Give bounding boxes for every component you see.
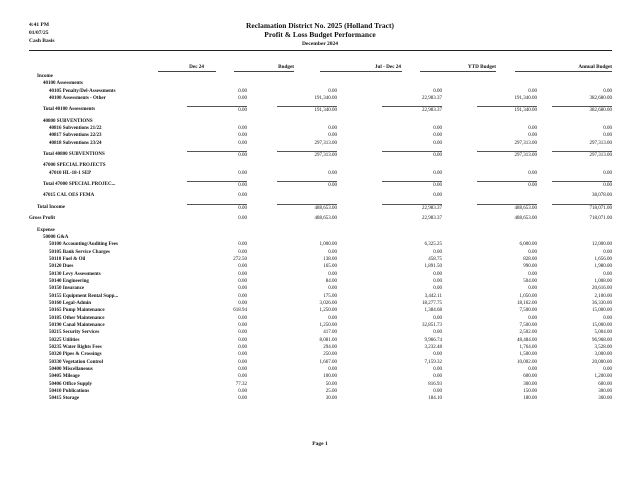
cell-value: 84.00 [325,278,337,284]
row-label: 40800 SUBVENTIONS [43,118,93,124]
cell-value: 1,500.00 [519,352,537,358]
cell-value: 360.00 [598,396,612,402]
cell-value: 816.93 [428,381,442,387]
total-row [29,204,612,211]
cell-value: 0.00 [528,315,537,321]
row-label: 50225 Utilities [49,337,80,343]
column-header-budget: Budget [278,64,294,70]
table-row [29,351,612,358]
cell-value: 0.00 [238,126,247,132]
cell-value: 0.00 [238,193,247,199]
cell-value: 0.00 [238,286,247,292]
report-time: 4:41 PM [29,22,50,28]
cell-value: 1,050.00 [519,293,537,299]
cell-value: 0.00 [238,322,247,328]
cell-value: 0.00 [433,330,442,336]
cell-value: 36,330.00 [592,300,612,306]
row-label: 50110 Fuel & Oil [49,256,86,262]
cell-value: 25.00 [325,389,337,395]
column-underline [515,71,612,72]
cell-value: 0.00 [433,140,442,146]
cell-value: 184.10 [428,396,442,402]
cell-value: 22,983.37 [382,106,442,114]
cell-value: 5,004.00 [594,330,612,336]
report-header [0,21,640,48]
total-row [29,151,612,158]
cell-value: 0.00 [238,271,247,277]
row-label: 40816 Subventions 21/22 [49,126,102,132]
cell-value: 488,653.00 [514,216,537,222]
table-row [29,95,612,102]
cell-value: 7,500.00 [519,322,537,328]
table-row [29,285,612,292]
cell-value: 3,000.00 [594,352,612,358]
table-row [29,359,612,366]
cell-value: 0.00 [433,278,442,284]
cell-value: 0.00 [277,181,337,189]
cell-value: 618.94 [233,308,247,314]
row-label: 50320 Pipes & Crossings [49,352,102,358]
cell-value: 96,968.00 [592,337,612,343]
cell-value: 0.00 [238,133,247,139]
row-label: 50185 Other Maintenance [49,315,105,321]
cell-value: 7,159.32 [424,359,442,365]
cell-value: 0.00 [238,242,247,248]
cell-value: 0.00 [187,204,247,212]
cell-value: 0.00 [433,315,442,321]
cell-value: 0.00 [238,88,247,94]
cell-value: 0.00 [433,374,442,380]
cell-value: 3,528.00 [594,345,612,350]
cell-value: 3,232.48 [424,345,442,350]
cell-value: 297,313.00 [589,140,612,146]
cell-value: 15,000.00 [592,308,612,314]
table-row [29,344,612,351]
cell-value: 12,000.00 [592,242,612,248]
cell-value: 77.32 [235,381,247,387]
row-label: Total 40800 SUBVENTIONS [43,152,105,158]
cell-value: 297,313.00 [514,140,537,146]
cell-value: 458.75 [428,256,442,262]
company-name: Reclamation District No. 2025 (Holland Tract) [245,21,395,30]
table-row [29,192,612,199]
cell-value: 0.00 [238,352,247,358]
cell-value: 0.00 [603,249,612,255]
cell-value: 0.00 [238,396,247,402]
cell-value: 297,313.00 [277,151,337,159]
cell-value: 1,250.00 [319,322,337,328]
cell-value: 22,983.37 [422,216,442,222]
cell-value: 10,002.00 [517,359,537,365]
cell-value: 300.00 [598,389,612,395]
row-label: 40100 Assessments - Other [49,96,106,102]
cell-value: 18,162.00 [517,300,537,306]
cell-value: 1,250.00 [319,308,337,314]
cell-value: 150.00 [523,389,537,395]
cell-value: 272.50 [233,256,247,262]
row-label: Total 47000 SPECIAL PROJEC... [43,182,116,188]
cell-value: 0.00 [238,330,247,336]
row-label: Gross Profit [29,216,56,222]
row-label: Total Income [37,204,66,210]
cell-value: 191,340.00 [314,96,337,102]
cell-value: 0.00 [433,126,442,132]
cell-value: 0.00 [603,126,612,132]
cell-value: 48,484.00 [517,337,537,343]
cell-value: 0.00 [238,264,247,270]
table-row [29,125,612,132]
table-row [29,256,612,263]
table-row [29,234,612,241]
table-row [29,329,612,336]
cell-value: 0.00 [238,293,247,299]
cell-value: 0.00 [528,249,537,255]
cell-value: 30.00 [325,396,337,402]
cell-value: 0.00 [328,367,337,373]
cell-value: 7,500.00 [519,308,537,314]
row-label: Expense [37,227,55,233]
column-header-dec24: Dec 24 [189,64,204,70]
cell-value: 22,983.37 [382,204,442,212]
row-label: 50000 G&A [43,234,69,240]
cell-value: 38,078.00 [592,193,612,199]
report-period: December 2024 [301,41,339,47]
cell-value: 0.00 [328,88,337,94]
cell-value: 0.00 [382,181,442,189]
cell-value: 0.00 [603,170,612,176]
cell-value: 3,442.11 [424,293,442,299]
row-label: 50330 Vegetation Control [49,359,104,365]
cell-value: 382,680.00 [589,96,612,102]
row-label: 50120 Dues [49,264,74,270]
column-underline [320,71,402,72]
cell-value: 0.00 [528,88,537,94]
page-number: Page 1 [312,441,328,447]
row-label: 50140 Engineering [49,278,89,284]
cell-value: 297,313.00 [314,140,337,146]
table-row [29,388,612,395]
cell-value: 0.00 [528,367,537,373]
cell-value: 828.00 [523,256,537,262]
table-row [29,263,612,270]
table-row [29,140,612,147]
cell-value: 0.00 [238,249,247,255]
row-label: 50410 Publications [49,389,90,395]
cell-value: 1,891.50 [424,264,442,270]
cell-value: 504.00 [523,278,537,284]
cell-value: 191,340.00 [277,106,337,114]
row-label: 50190 Canal Maintenance [49,322,105,328]
cell-value: 0.00 [238,359,247,365]
row-label: 50406 Office Supply [49,381,93,387]
table-row [29,307,612,314]
cell-value: 0.00 [433,367,442,373]
cell-value: 2,100.00 [594,293,612,299]
table-row [29,118,612,125]
table-row [29,366,612,373]
cell-value: 0.00 [552,181,612,189]
cell-value: 0.00 [477,181,537,189]
cell-value: 0.00 [528,126,537,132]
table-row [29,170,612,177]
cell-value: 6,000.00 [519,242,537,248]
cell-value: 718,071.00 [552,204,612,212]
column-underline [234,71,294,72]
column-header-annual-budget: Annual Budget [578,64,612,70]
cell-value: 0.00 [238,367,247,373]
cell-value: 0.00 [187,151,247,159]
table-row [29,162,612,169]
cell-value: 0.00 [528,286,537,292]
column-underline [420,71,496,72]
report-table [29,73,612,403]
cell-value: 0.00 [528,170,537,176]
row-label: 50100 Accounting/Auditing Fees [49,242,118,248]
row-label: Income [37,74,53,79]
cell-value: 0.00 [328,271,337,277]
row-label: 50235 Water Rights Fees [49,345,102,350]
row-label: 47015 CAL OES FEMA [43,193,95,199]
cell-value: 0.00 [238,140,247,146]
table-row [29,215,612,222]
cell-value: 297,313.00 [552,151,612,159]
cell-value: 0.00 [603,315,612,321]
cell-value: 9,966.74 [424,337,442,343]
table-row [29,300,612,307]
cell-value: 0.00 [433,271,442,277]
cell-value: 0.00 [433,352,442,358]
row-label: 40100 Assessments [43,81,83,87]
cell-value: 600.00 [523,374,537,380]
row-label: 50415 Storage [49,396,80,402]
cell-value: 175.00 [323,293,337,299]
cell-value: 0.00 [328,126,337,132]
table-row [29,322,612,329]
cell-value: 1,980.00 [594,264,612,270]
cell-value: 1,200.00 [594,374,612,380]
cell-value: 1,008.00 [594,278,612,284]
cell-value: 990.00 [523,264,537,270]
cell-value: 0.00 [328,170,337,176]
table-row [29,132,612,139]
cell-value: 1,000.00 [319,242,337,248]
cell-value: 0.00 [238,389,247,395]
cell-value: 488,653.00 [477,204,537,212]
cell-value: 0.00 [238,345,247,350]
cell-value: 0.00 [528,271,537,277]
cell-value: 0.00 [328,249,337,255]
cell-value: 0.00 [328,315,337,321]
cell-value: 0.00 [187,181,247,189]
cell-value: 0.00 [238,315,247,321]
cell-value: 0.00 [328,286,337,292]
cell-value: 18,277.75 [422,300,442,306]
cell-value: 0.00 [528,133,537,139]
cell-value: 0.00 [382,151,442,159]
column-header-jul-dec24: Jul - Dec 24 [374,64,401,70]
cell-value: 718,071.00 [589,216,612,222]
cell-value: 191,340.00 [514,96,537,102]
report-date: 01/07/25 [29,30,49,36]
row-label: 50215 Security Services [49,330,100,336]
cell-value: 0.00 [433,286,442,292]
row-label: 40817 Subventions 22/23 [49,133,102,139]
row-label: 50150 Insurance [49,286,85,292]
table-row [29,241,612,248]
row-label: 50405 Mileage [49,374,80,380]
cell-value: 0.00 [603,367,612,373]
cell-value: 488,653.00 [277,204,337,212]
cell-value: 0.00 [238,216,247,222]
table-row [29,315,612,322]
cell-value: 8,081.00 [319,337,337,343]
table-row [29,381,612,388]
report-basis: Cash Basis [29,38,55,44]
cell-value: 382,680.00 [552,106,612,114]
cell-value: 0.00 [238,278,247,284]
header-rule [29,50,612,51]
report-title: Profit & Loss Budget Performance [264,30,376,39]
cell-value: 50.00 [325,381,337,387]
cell-value: 1,656.00 [594,256,612,262]
table-row [29,373,612,380]
cell-value: 20,000.00 [592,359,612,365]
cell-value: 0.00 [433,249,442,255]
cell-value: 0.00 [238,170,247,176]
cell-value: 0.00 [238,300,247,306]
row-label: 50160 Legal-Admin [49,300,92,306]
cell-value: 0.00 [328,133,337,139]
table-row [29,271,612,278]
table-row [29,293,612,300]
cell-value: 417.00 [323,330,337,336]
cell-value: 0.00 [433,170,442,176]
cell-value: 0.00 [433,88,442,94]
cell-value: 0.00 [238,337,247,343]
cell-value: 191,340.00 [477,106,537,114]
column-header-ytd-budget: YTD Budget [467,64,496,70]
cell-value: 0.00 [603,88,612,94]
cell-value: 600.00 [598,381,612,387]
row-label: 50105 Bank Service Charges [49,249,110,255]
cell-value: 0.00 [238,96,247,102]
cell-value: 100.00 [323,374,337,380]
cell-value: 0.00 [603,271,612,277]
column-underline [158,71,216,72]
table-row [29,249,612,256]
cell-value: 294.00 [323,345,337,350]
table-row [29,88,612,95]
cell-value: 0.00 [433,133,442,139]
cell-value: 20,616.00 [592,286,612,292]
row-label: 50130 Levy Assessments [49,271,101,277]
row-label: 50400 Miscellaneous [49,367,93,373]
row-label: 40818 Subventions 23/24 [49,140,102,146]
cell-value: 488,653.00 [314,216,337,222]
cell-value: 297,313.00 [477,151,537,159]
cell-value: 0.00 [433,193,442,199]
cell-value: 0.00 [603,133,612,139]
row-label: 40105 Penalty/Del-Assessments [49,88,116,94]
total-row [29,181,612,188]
cell-value: 0.00 [238,374,247,380]
row-label: Total 40100 Assessments [43,107,96,113]
cell-value: 0.00 [187,106,247,114]
cell-value: 22,983.37 [422,96,442,102]
row-label: 50155 Equipment Rental Supp... [49,293,119,299]
table-row [29,278,612,285]
table-row [29,227,612,234]
cell-value: 32,851.73 [422,322,442,328]
row-label: 47000 SPECIAL PROJECTS [43,163,106,169]
cell-value: 250.00 [323,352,337,358]
total-row [29,106,612,113]
cell-value: 1,667.00 [319,359,337,365]
cell-value: 6,325.25 [424,242,442,248]
cell-value: 1,384.68 [424,308,442,314]
table-row [29,337,612,344]
cell-value: 300.00 [523,381,537,387]
table-row [29,73,612,80]
cell-value: 0.00 [433,389,442,395]
cell-value: 138.00 [323,256,337,262]
cell-value: 15,000.00 [592,322,612,328]
cell-value: 1,764.00 [519,345,537,350]
cell-value: 2,502.00 [519,330,537,336]
row-label: 47010 HL-18-1 SEP [49,170,92,176]
cell-value: 3,026.00 [319,300,337,306]
table-row [29,80,612,87]
cell-value: 165.00 [323,264,337,270]
row-label: 50165 Pump Maintenance [49,308,105,314]
table-row [29,395,612,402]
cell-value: 180.00 [523,396,537,402]
